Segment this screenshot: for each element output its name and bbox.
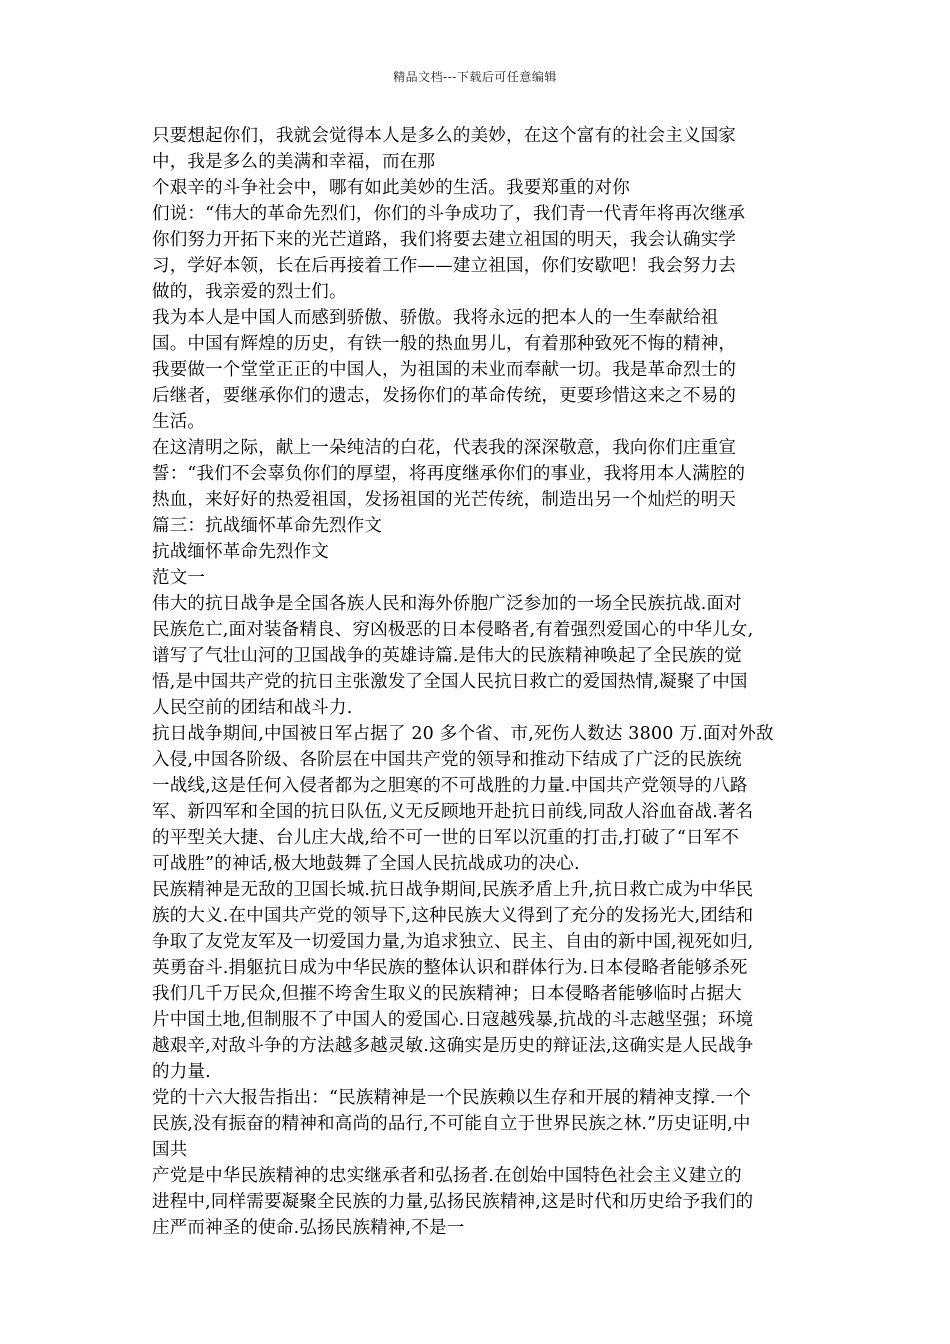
- text-line: 党的十六大报告指出：“民族精神是一个民族赖以生存和开展的精神支撑.一个: [152, 1088, 752, 1108]
- text-line: 生活。: [152, 412, 206, 432]
- text-line: 入侵,中国各阶级、各阶层在中国共产党的领导和推动下结成了广泛的民族统: [152, 750, 742, 770]
- text-line: 习，学好本领，长在后再接着工作——建立祖国，你们安歇吧！我会努力去: [152, 256, 737, 276]
- text-line: 谱写了气壮山河的卫国战争的英雄诗篇.是伟大的民族精神唤起了全民族的觉: [152, 646, 742, 666]
- text-line: 进程中,同样需要凝聚全民族的力量,弘扬民族精神,这是时代和历史给予我们的: [152, 1192, 754, 1212]
- text-line: 悟,是中国共产党的抗日主张激发了全国人民抗日救亡的爱国热情,凝聚了中国: [152, 672, 748, 692]
- essay-title: 抗战缅怀革命先烈作文: [152, 542, 329, 562]
- text-line: 越艰辛,对敌斗争的方法越多越灵敏.这确实是历史的辩证法,这确实是人民战争: [152, 1036, 754, 1056]
- section-heading: 篇三：抗战缅怀革命先烈作文: [152, 516, 383, 536]
- text-line: 的平型关大捷、台儿庄大战,给不可一世的日军以沉重的打击,打破了“日军不: [152, 828, 740, 848]
- subheading: 范文一: [152, 568, 206, 588]
- text-line: 英勇奋斗.捐躯抗日成为中华民族的整体认识和群体行为.日本侵略者能够杀死: [152, 958, 748, 978]
- document-body: [152, 123, 806, 1241]
- text-line: 一战线,这是任何入侵者都为之胆寒的不可战胜的力量.中国共产党领导的八路: [152, 776, 748, 796]
- text-line: 们说：“伟大的革命先烈们，你们的斗争成功了，我们青一代青年将再次继承: [152, 204, 746, 224]
- text-line: 庄严而神圣的使命.弘扬民族精神,不是一: [152, 1218, 465, 1238]
- page-header: 精品文档---下载后可任意编辑: [393, 70, 557, 84]
- text-line: 国共: [152, 1140, 188, 1160]
- text-line: 个艰辛的斗争社会中，哪有如此美妙的生活。我要郑重的对你: [152, 178, 630, 198]
- text-line: 人民空前的团结和战斗力.: [152, 698, 353, 718]
- text-line: 我们几千万民众,但摧不垮舍生取义的民族精神；日本侵略者能够临时占据大: [152, 984, 742, 1004]
- text-line: 热血，来好好的热爱祖国，发扬祖国的光芒传统，制造出另一个灿烂的明天: [152, 490, 737, 510]
- text-line: 做的，我亲爱的烈士们。: [152, 282, 347, 302]
- text-line: 争取了友党友军及一切爱国力量,为追求独立、民主、自由的新中国,视死如归,: [152, 932, 754, 952]
- text-line: 民族危亡,面对装备精良、穷凶极恶的日本侵略者,有着强烈爱国心的中华儿女,: [152, 620, 754, 640]
- text-line: 我要做一个堂堂正正的中国人，为祖国的未业而奉献一切。我是革命烈士的: [152, 360, 737, 380]
- text-line: 可战胜”的神话,极大地鼓舞了全国人民抗战成功的决心.: [152, 854, 580, 874]
- text-line: 民族,没有振奋的精神和高尚的品行,不可能自立于世界民族之林.”历史证明,中: [152, 1114, 751, 1134]
- text-line: 中，我是多么的美满和幸福，而在那: [152, 152, 436, 172]
- text-line: 我为本人是中国人而感到骄傲、骄傲。我将永远的把本人的一生奉献给祖: [152, 308, 719, 328]
- text-line: 你们努力开拓下来的光芒道路，我们将要去建立祖国的明天，我会认确实学: [152, 230, 737, 250]
- text-line: 军、新四军和全国的抗日队伍,义无反顾地开赴抗日前线,同敌人浴血奋战.著名: [152, 802, 754, 822]
- text-line: 在这清明之际，献上一朵纯洁的白花，代表我的深深敬意，我向你们庄重宣: [152, 438, 737, 458]
- text-line: 只要想起你们，我就会觉得本人是多么的美妙，在这个富有的社会主义国家: [152, 126, 737, 146]
- text-line: 族的大义.在中国共产党的领导下,这种民族大义得到了充分的发扬光大,团结和: [152, 906, 754, 926]
- text-line: 民族精神是无敌的卫国长城.抗日战争期间,民族矛盾上升,抗日救亡成为中华民: [152, 880, 754, 900]
- text-line: 产党是中华民族精神的忠实继承者和弘扬者.在创始中国特色社会主义建立的: [152, 1166, 742, 1186]
- text-line: 伟大的抗日战争是全国各族人民和海外侨胞广泛参加的一场全民族抗战.面对: [152, 594, 742, 614]
- text-line: 片中国土地,但制服不了中国人的爱国心.日寇越残暴,抗战的斗志越坚强；环境: [152, 1010, 754, 1030]
- text-line: 抗日战争期间,中国被日军占据了 20 多个省、市,死伤人数达 3800 万.面对外敌: [152, 724, 774, 744]
- text-line: 誓：“我们不会辜负你们的厚望，将再度继承你们的事业，我将用本人满腔的: [152, 464, 746, 484]
- text-line: 后继者，要继承你们的遗志，发扬你们的革命传统，更要珍惜这来之不易的: [152, 386, 737, 406]
- text-line: 国。中国有辉煌的历史，有铁一般的热血男儿，有着那种致死不悔的精神，: [152, 334, 737, 354]
- text-line: 的力量.: [152, 1062, 211, 1082]
